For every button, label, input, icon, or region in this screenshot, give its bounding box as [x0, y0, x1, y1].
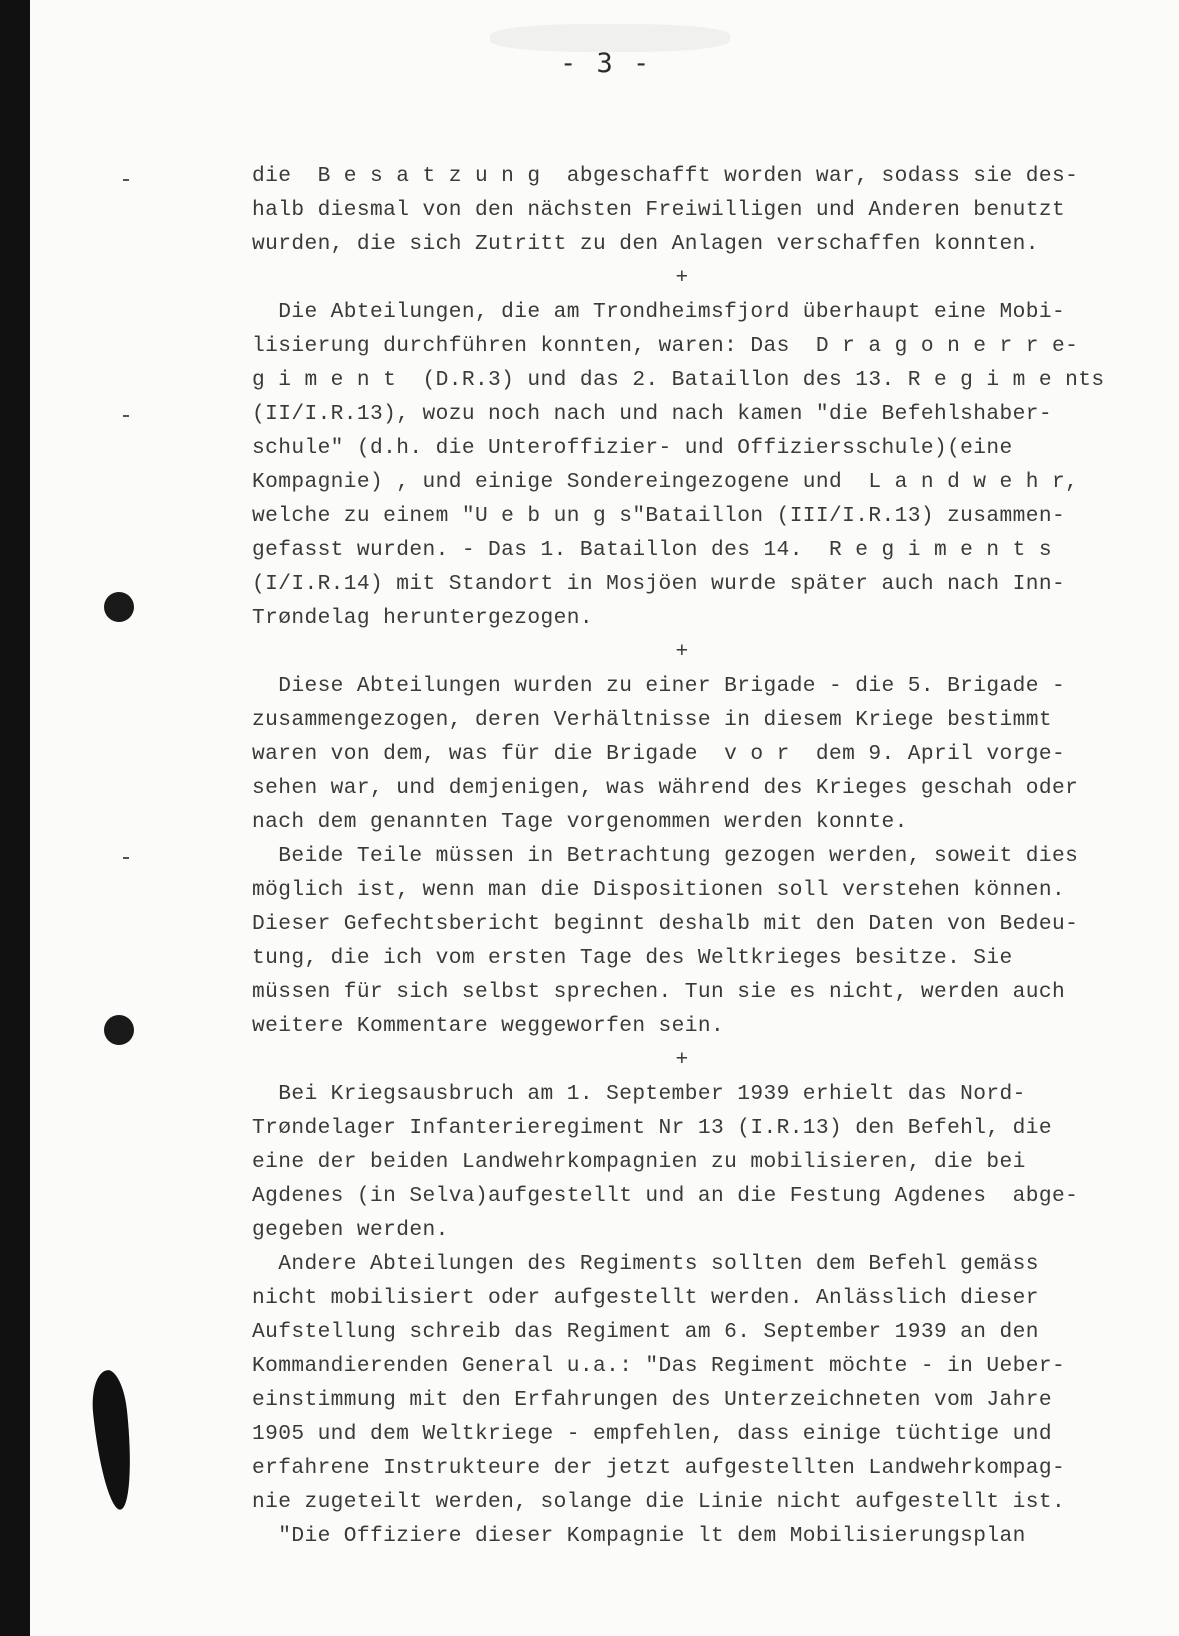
text-line: wurden, die sich Zutritt zu den Anlagen verschaffen konnten. [252, 232, 1039, 256]
text-line: Diese Abteilungen wurden zu einer Brigade - die 5. Brigade - [252, 674, 1066, 698]
text-line: zusammengezogen, deren Verhältnisse in diesem Kriege bestimmt [252, 708, 1052, 732]
text-line: nie zugeteilt werden, solange die Linie nicht aufgestellt ist. [252, 1490, 1066, 1514]
text-line: weitere Kommentare weggeworfen sein. [252, 1014, 725, 1038]
section-separator: + [675, 640, 689, 664]
text-line: "Die Offiziere dieser Kompagnie lt dem Mobilisierungsplan [252, 1524, 1026, 1548]
text-line: Beide Teile müssen in Betrachtung gezogen werden, soweit dies [252, 844, 1079, 868]
text-line: 1905 und dem Weltkriege - empfehlen, dass einige tüchtige und [252, 1422, 1052, 1446]
section-separator: + [675, 266, 689, 290]
margin-mark [123, 415, 129, 417]
punch-hole-icon [104, 1015, 134, 1045]
text-line: lisierung durchführen konnten, waren: Das D r a g o n e r r e- [252, 334, 1079, 358]
text-line: sehen war, und demjenigen, was während des Krieges geschah oder [252, 776, 1079, 800]
text-line: tung, die ich vom ersten Tage des Weltkrieges besitze. Sie [252, 946, 1013, 970]
text-line: nicht mobilisiert oder aufgestellt werden. Anlässlich dieser [252, 1286, 1039, 1310]
text-line: müssen für sich selbst sprechen. Tun sie es nicht, werden auch [252, 980, 1066, 1004]
text-line: schule" (d.h. die Unteroffizier- und Offiziersschule)(eine [252, 436, 1013, 460]
ink-blot [89, 1369, 137, 1512]
text-line: Agdenes (in Selva)aufgestellt und an die Festung Agdenes abge- [252, 1184, 1079, 1208]
punch-hole-icon [104, 592, 134, 622]
text-line: waren von dem, was für die Brigade v o r dem 9. April vorge- [252, 742, 1066, 766]
text-line: (II/I.R.13), wozu noch nach und nach kamen "die Befehlshaber- [252, 402, 1052, 426]
text-line: einstimmung mit den Erfahrungen des Unterzeichneten vom Jahre [252, 1388, 1052, 1412]
text-line: nach dem genannten Tage vorgenommen werden konnte. [252, 810, 908, 834]
text-line: Kommandierenden General u.a.: "Das Regiment möchte - in Ueber- [252, 1354, 1066, 1378]
text-line: Trøndelag heruntergezogen. [252, 606, 593, 630]
paper-sheet [30, 0, 1179, 1636]
text-line: möglich ist, wenn man die Dispositionen soll verstehen können. [252, 878, 1066, 902]
text-line: eine der beiden Landwehrkompagnien zu mobilisieren, die bei [252, 1150, 1026, 1174]
text-line: die B e s a t z u n g abgeschafft worden war, sodass sie des- [252, 164, 1079, 188]
text-line: Bei Kriegsausbruch am 1. September 1939 erhielt das Nord- [252, 1082, 1026, 1106]
text-line: g i m e n t (D.R.3) und das 2. Bataillon des 13. R e g i m e nts [252, 368, 1105, 392]
section-separator: + [675, 1048, 689, 1072]
text-line: Dieser Gefechtsbericht beginnt deshalb mit den Daten von Bedeu- [252, 912, 1079, 936]
text-line: welche zu einem "U e b un g s"Bataillon (III/I.R.13) zusammen- [252, 504, 1066, 528]
text-line: Trøndelager Infanterieregiment Nr 13 (I.R.13) den Befehl, die [252, 1116, 1052, 1140]
text-line: Die Abteilungen, die am Trondheimsfjord überhaupt eine Mobi- [252, 300, 1066, 324]
text-line: Kompagnie) , und einige Sondereingezogene und L a n d w e h r, [252, 470, 1079, 494]
text-line: gefasst wurden. - Das 1. Bataillon des 14. R e g i m e n t s [252, 538, 1052, 562]
page-number: - 3 - [560, 48, 652, 79]
text-line: erfahrene Instrukteure der jetzt aufgestellten Landwehrkompag- [252, 1456, 1066, 1480]
text-line: (I/I.R.14) mit Standort in Mosjöen wurde später auch nach Inn- [252, 572, 1066, 596]
text-line: gegeben werden. [252, 1218, 449, 1242]
typewritten-body [252, 159, 1172, 1553]
text-line: Aufstellung schreib das Regiment am 6. September 1939 an den [252, 1320, 1039, 1344]
margin-mark [123, 179, 129, 181]
margin-mark [123, 857, 129, 859]
text-line: halb diesmal von den nächsten Freiwilligen und Anderen benutzt [252, 198, 1066, 222]
text-line: Andere Abteilungen des Regiments sollten dem Befehl gemäss [252, 1252, 1039, 1276]
